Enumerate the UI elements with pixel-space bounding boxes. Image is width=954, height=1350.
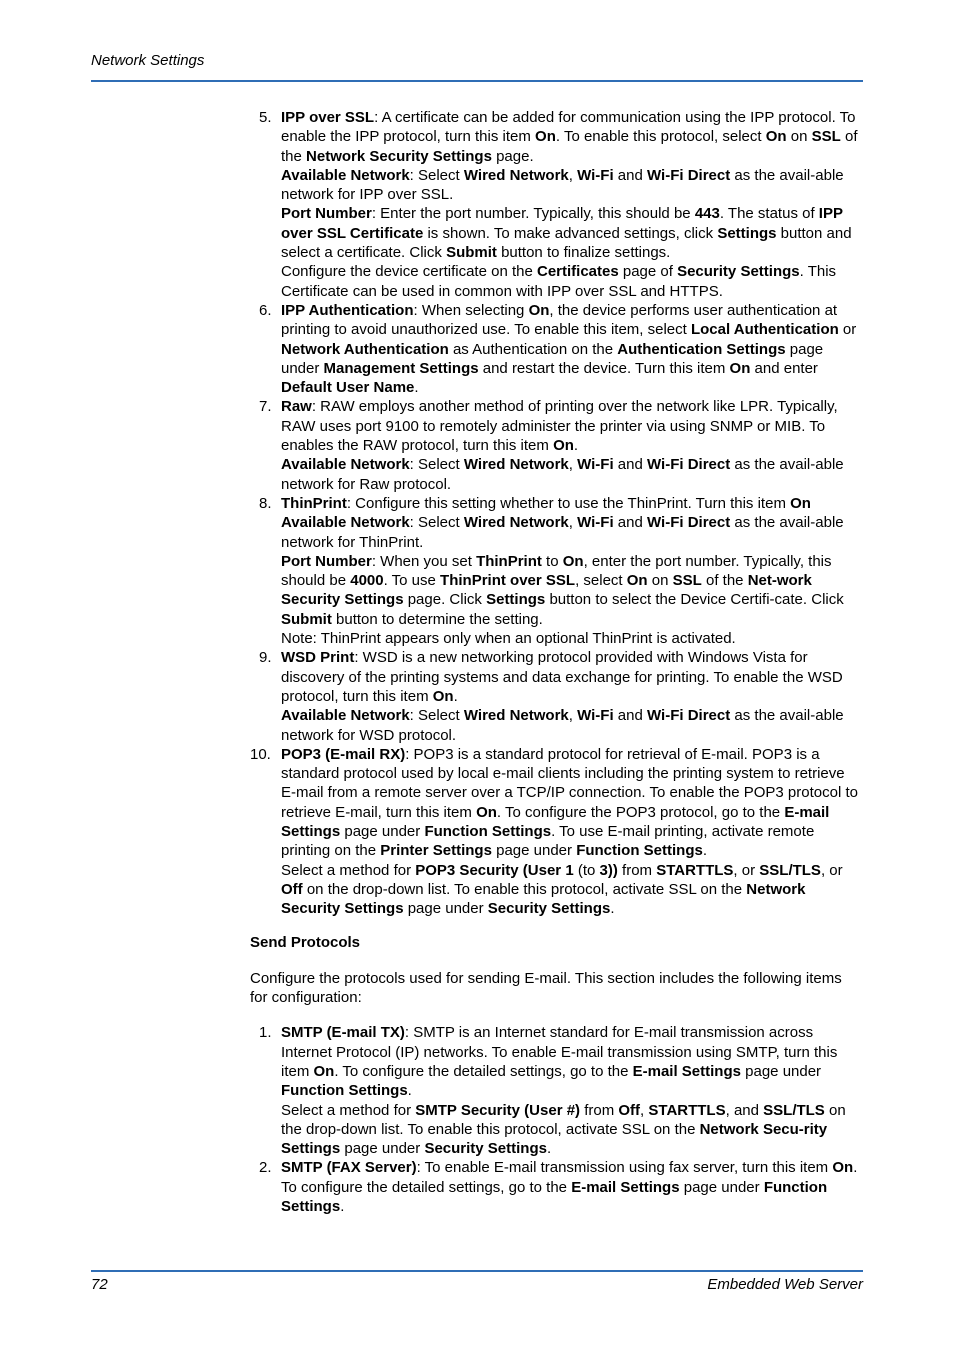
text-run: . To use xyxy=(383,572,441,590)
bold-term: SSL/TLS xyxy=(759,861,821,879)
text-run: button to select the Device Certifi-cate. Click xyxy=(545,591,844,609)
text-run: (to xyxy=(573,861,600,879)
bold-term: Available Network xyxy=(281,166,410,184)
bold-term: Network Security Settings xyxy=(306,147,492,165)
bold-term: On xyxy=(626,572,648,590)
bold-term: 3)) xyxy=(599,861,618,879)
bold-term: On xyxy=(729,359,751,377)
list-item-paragraph xyxy=(281,861,863,919)
text-run: Note: ThinPrint appears only when an optional ThinPrint is activated. xyxy=(281,630,736,648)
bold-term: Raw xyxy=(281,398,312,416)
bold-term: Function Settings xyxy=(281,1178,828,1216)
text-run: : SMTP is an Internet standard for E-mail transmission across Internet Protocol (IP) networks. To enable E-mail transmission using SMTP, turn this item xyxy=(281,1024,838,1080)
bold-term: Available Network xyxy=(281,707,410,725)
bold-term: STARTTLS xyxy=(656,861,734,879)
text-run: from xyxy=(580,1101,619,1119)
list-item-number: 7. xyxy=(259,398,272,416)
bold-term: Security Settings xyxy=(487,900,611,918)
bold-term: Function Settings xyxy=(576,842,703,860)
text-run: page under xyxy=(340,822,425,840)
text-run: . xyxy=(546,1140,552,1158)
text-run: button to finalize settings. xyxy=(496,244,671,262)
text-run: : RAW employs another method of printing over the network like LPR. Typically, RAW uses port 9100 to remotely administer the printer via using SNMP or MIB. To enables the RAW protocol, turn this item xyxy=(281,398,838,455)
bold-term: POP3 (E-mail RX) xyxy=(281,745,406,763)
bold-term: E-mail Settings xyxy=(281,803,830,840)
bold-term: Available Network xyxy=(281,514,410,532)
list-item-paragraph xyxy=(281,706,863,745)
text-run: : Select xyxy=(409,514,464,532)
bold-term: On xyxy=(476,803,497,821)
list-item-paragraph xyxy=(281,455,863,494)
bold-term: IPP over SSL Certificate xyxy=(281,205,843,242)
text-run: as the avail-able network for ThinPrint. xyxy=(281,514,844,551)
bold-term: Wired Network xyxy=(463,514,569,532)
list-item xyxy=(250,648,863,744)
list-item-paragraph xyxy=(281,301,863,397)
text-run: on the drop-down list. To enable this protocol, activate SSL on the xyxy=(302,880,747,898)
bold-term: Port Number xyxy=(281,552,372,570)
text-run: , enter the port number. Typically, this should be xyxy=(281,552,832,590)
text-run: . The status of xyxy=(719,205,819,223)
bold-term: Network Secu-rity Settings xyxy=(281,1120,828,1158)
bold-term: Certificates xyxy=(536,263,619,281)
bold-term: Security Settings xyxy=(677,263,800,281)
list-item-number: 8. xyxy=(259,494,272,512)
send-protocol-list xyxy=(250,1023,863,1216)
text-run: as the avail-able network for Raw protocol. xyxy=(281,456,844,493)
text-run: on xyxy=(647,572,673,590)
list-item-number: 1. xyxy=(259,1024,272,1042)
text-run: . To configure the POP3 protocol, go to the xyxy=(496,803,785,821)
text-run: : Configure this setting whether to use the ThinPrint. Turn this item xyxy=(346,494,791,512)
text-run: and enter xyxy=(750,359,818,377)
bold-term: Submit xyxy=(446,244,497,262)
text-run: is shown. To make advanced settings, click xyxy=(423,224,718,242)
footer-title: Embedded Web Server xyxy=(707,1276,863,1293)
bold-term: Default User Name xyxy=(281,379,415,397)
bold-term: Net-work Security Settings xyxy=(281,572,812,609)
list-item-paragraph xyxy=(281,108,863,166)
list-item-paragraph xyxy=(281,552,863,629)
list-item-paragraph xyxy=(281,1023,863,1100)
text-run: button to determine the setting. xyxy=(331,610,543,628)
bold-term: 4000 xyxy=(350,572,384,590)
bold-term: STARTTLS xyxy=(648,1101,726,1119)
list-item-number: 10. xyxy=(250,745,271,763)
bold-term: Wi-Fi Direct xyxy=(647,514,731,532)
bold-term: IPP over SSL xyxy=(281,109,375,126)
bold-term: Wired Network xyxy=(463,166,569,184)
text-run: Select a method for xyxy=(281,861,416,879)
bold-term: Network Security Settings xyxy=(281,880,806,918)
text-run: . This Certificate can be used in common with IPP over SSL and HTTPS. xyxy=(281,263,837,300)
bold-term: Printer Settings xyxy=(380,842,492,860)
text-run: as Authentication on the xyxy=(448,340,618,358)
list-item-paragraph xyxy=(281,204,863,262)
text-run: . To use E-mail printing, activate remote printing on the xyxy=(281,822,815,860)
text-run: from xyxy=(617,861,657,879)
text-run: as the avail-able network for WSD protocol. xyxy=(281,707,844,744)
text-run: and restart the device. Turn this item xyxy=(478,359,730,377)
bold-term: Available Network xyxy=(281,456,410,474)
text-run: , xyxy=(568,514,578,532)
bold-term: On xyxy=(535,128,556,146)
list-item xyxy=(250,494,863,648)
page-number: 72 xyxy=(91,1276,108,1293)
list-item xyxy=(250,745,863,919)
bold-term: On xyxy=(432,687,454,705)
bold-term: On xyxy=(562,552,584,570)
text-run: , the device performs user authentication at printing to avoid unauthorized use. To enable this item, select xyxy=(281,301,838,339)
text-run: and xyxy=(613,707,648,725)
list-item-paragraph xyxy=(281,1158,863,1216)
bold-term: ThinPrint xyxy=(281,494,347,512)
text-run: of the xyxy=(701,572,748,590)
bold-term: Wi-Fi Direct xyxy=(647,707,731,725)
bold-term: IPP Authentication xyxy=(281,301,414,319)
text-run: . xyxy=(414,379,419,397)
bold-term: Function Settings xyxy=(281,1082,408,1100)
text-run: and xyxy=(613,456,648,474)
bold-term: Off xyxy=(618,1101,641,1119)
text-run: page under xyxy=(679,1178,764,1196)
text-run: page under xyxy=(491,842,577,860)
text-run: page. xyxy=(491,147,534,165)
text-run: and xyxy=(613,514,648,532)
bold-term: Port Number xyxy=(281,205,372,223)
header-rule xyxy=(91,80,863,82)
text-run: : When you set xyxy=(371,552,477,570)
text-run: on xyxy=(786,128,812,146)
bold-term: On xyxy=(553,437,574,455)
bold-term: On xyxy=(832,1159,854,1177)
text-run: : WSD is a new networking protocol provided with Windows Vista for discovery of the printing systems and data exchange for printing. To enable the WSD protocol, turn this item xyxy=(281,649,843,705)
list-item-number: 9. xyxy=(259,649,272,667)
text-run: page. Click xyxy=(403,591,487,609)
bold-term: Function Settings xyxy=(424,822,552,840)
text-run: . xyxy=(407,1082,412,1100)
list-item-paragraph xyxy=(281,1101,863,1159)
list-item-paragraph xyxy=(281,745,863,861)
text-run: . xyxy=(453,687,458,705)
list-item xyxy=(250,397,863,493)
bold-term: Management Settings xyxy=(323,359,479,377)
bold-term: SMTP Security (User #) xyxy=(415,1101,581,1119)
text-run: , xyxy=(568,166,578,184)
text-run: . To enable this protocol, select xyxy=(555,128,766,146)
bold-term: Wi-Fi Direct xyxy=(647,456,731,474)
text-run: : Enter the port number. Typically, this should be xyxy=(371,205,695,223)
bold-term: E-mail Settings xyxy=(571,1178,680,1196)
text-run: as the avail-able network for IPP over SSL. xyxy=(281,166,844,204)
bold-term: WSD Print xyxy=(281,649,355,667)
text-run: , or xyxy=(820,861,843,879)
text-run: . To configure the detailed settings, go to the xyxy=(334,1062,633,1080)
bold-term: SMTP (E-mail TX) xyxy=(281,1024,405,1042)
bold-term: ThinPrint over SSL xyxy=(440,572,576,590)
text-run: to xyxy=(541,552,563,570)
section-heading: Send Protocols xyxy=(250,934,361,952)
text-run: , select xyxy=(575,572,627,590)
list-item-paragraph xyxy=(281,494,863,513)
text-run: : Select xyxy=(409,707,464,725)
bold-term: Security Settings xyxy=(424,1140,547,1158)
bold-term: On xyxy=(765,128,787,146)
bold-term: Off xyxy=(281,880,303,898)
bold-term: Local Authentication xyxy=(690,321,839,339)
text-run: page under xyxy=(340,1140,425,1158)
bold-term: SSL xyxy=(811,128,841,146)
text-run: , xyxy=(568,707,578,725)
list-item-paragraph xyxy=(281,629,863,648)
list-item xyxy=(250,1158,863,1216)
bold-term: Authentication Settings xyxy=(617,340,786,358)
text-run: Select a method for xyxy=(281,1101,416,1119)
text-run: page under xyxy=(281,340,824,377)
bold-term: POP3 Security (User 1 xyxy=(415,861,574,879)
text-run: page under xyxy=(740,1062,822,1080)
text-run: : When selecting xyxy=(413,301,529,319)
bold-term: ThinPrint xyxy=(476,552,542,570)
text-run: , xyxy=(568,456,578,474)
list-item-paragraph xyxy=(281,397,863,455)
bold-term: SSL/TLS xyxy=(763,1101,825,1119)
list-item-paragraph xyxy=(281,648,863,706)
bold-term: On xyxy=(528,301,550,319)
text-run: button and select a certificate. Click xyxy=(281,224,852,262)
list-item-paragraph xyxy=(281,513,863,552)
list-item-number: 6. xyxy=(259,301,272,319)
text-run: . xyxy=(702,842,708,860)
list-item-number: 5. xyxy=(259,109,272,126)
list-item xyxy=(250,301,863,397)
bold-term: E-mail Settings xyxy=(632,1062,741,1080)
bold-term: Submit xyxy=(281,610,332,628)
list-item-paragraph xyxy=(281,262,863,301)
text-run: : POP3 is a standard protocol for retrieval of E-mail. POP3 is a standard protocol used by local e-mail clients including the printing system to retrieve E-mail from a remote server over a TCP/IP connection. To enable the POP3 protocol to retrieve E-mail, turn this item xyxy=(281,745,858,821)
bold-term: Wi-Fi xyxy=(577,456,614,474)
text-run: , or xyxy=(733,861,760,879)
list-item xyxy=(250,1023,863,1158)
text-run: and xyxy=(613,166,648,184)
section-intro: Configure the protocols used for sending E-mail. This section includes the following items for configuration: xyxy=(250,969,842,1007)
receive-protocol-list xyxy=(250,108,863,918)
text-run: : Select xyxy=(409,456,464,474)
bold-term: Wired Network xyxy=(463,456,569,474)
bold-term: Network Authentication xyxy=(281,340,449,358)
text-run: : Select xyxy=(409,166,464,184)
text-run: : To enable E-mail transmission using fax server, turn this item xyxy=(416,1159,833,1177)
text-run: page of xyxy=(618,263,678,281)
text-run: or xyxy=(838,321,857,339)
bold-term: Wi-Fi xyxy=(577,166,614,184)
list-item-number: 2. xyxy=(259,1159,272,1177)
bold-term: Wi-Fi xyxy=(577,514,614,532)
list-item xyxy=(250,108,863,301)
bold-term: SMTP (FAX Server) xyxy=(281,1159,417,1177)
bold-term: 443 xyxy=(694,205,720,223)
text-run: Configure the device certificate on the xyxy=(281,263,537,281)
text-run: . xyxy=(610,900,615,918)
bold-term: Settings xyxy=(486,591,546,609)
bold-term: Wired Network xyxy=(463,707,569,725)
bold-term: On xyxy=(313,1062,335,1080)
bold-term: Wi-Fi Direct xyxy=(647,166,731,184)
running-header: Network Settings xyxy=(91,52,205,69)
text-run: of the xyxy=(281,128,858,165)
page-body xyxy=(250,108,863,1216)
text-run: , and xyxy=(725,1101,764,1119)
text-run: . xyxy=(573,437,579,455)
text-run: . xyxy=(340,1198,345,1216)
bold-term: SSL xyxy=(672,572,702,590)
text-run: : A certificate can be added for communication using the IPP protocol. To enable the IPP protocol, turn this item xyxy=(281,109,856,146)
text-run: . To configure the detailed settings, go to the xyxy=(281,1159,858,1196)
text-run: on the drop-down list. To enable this protocol, activate SSL on the xyxy=(281,1101,846,1138)
footer-rule xyxy=(91,1270,863,1272)
bold-term: On xyxy=(790,494,811,512)
list-item-paragraph xyxy=(281,166,863,205)
text-run: page under xyxy=(403,900,488,918)
text-run: , xyxy=(640,1101,649,1119)
bold-term: Wi-Fi xyxy=(577,707,614,725)
bold-term: Settings xyxy=(717,224,777,242)
